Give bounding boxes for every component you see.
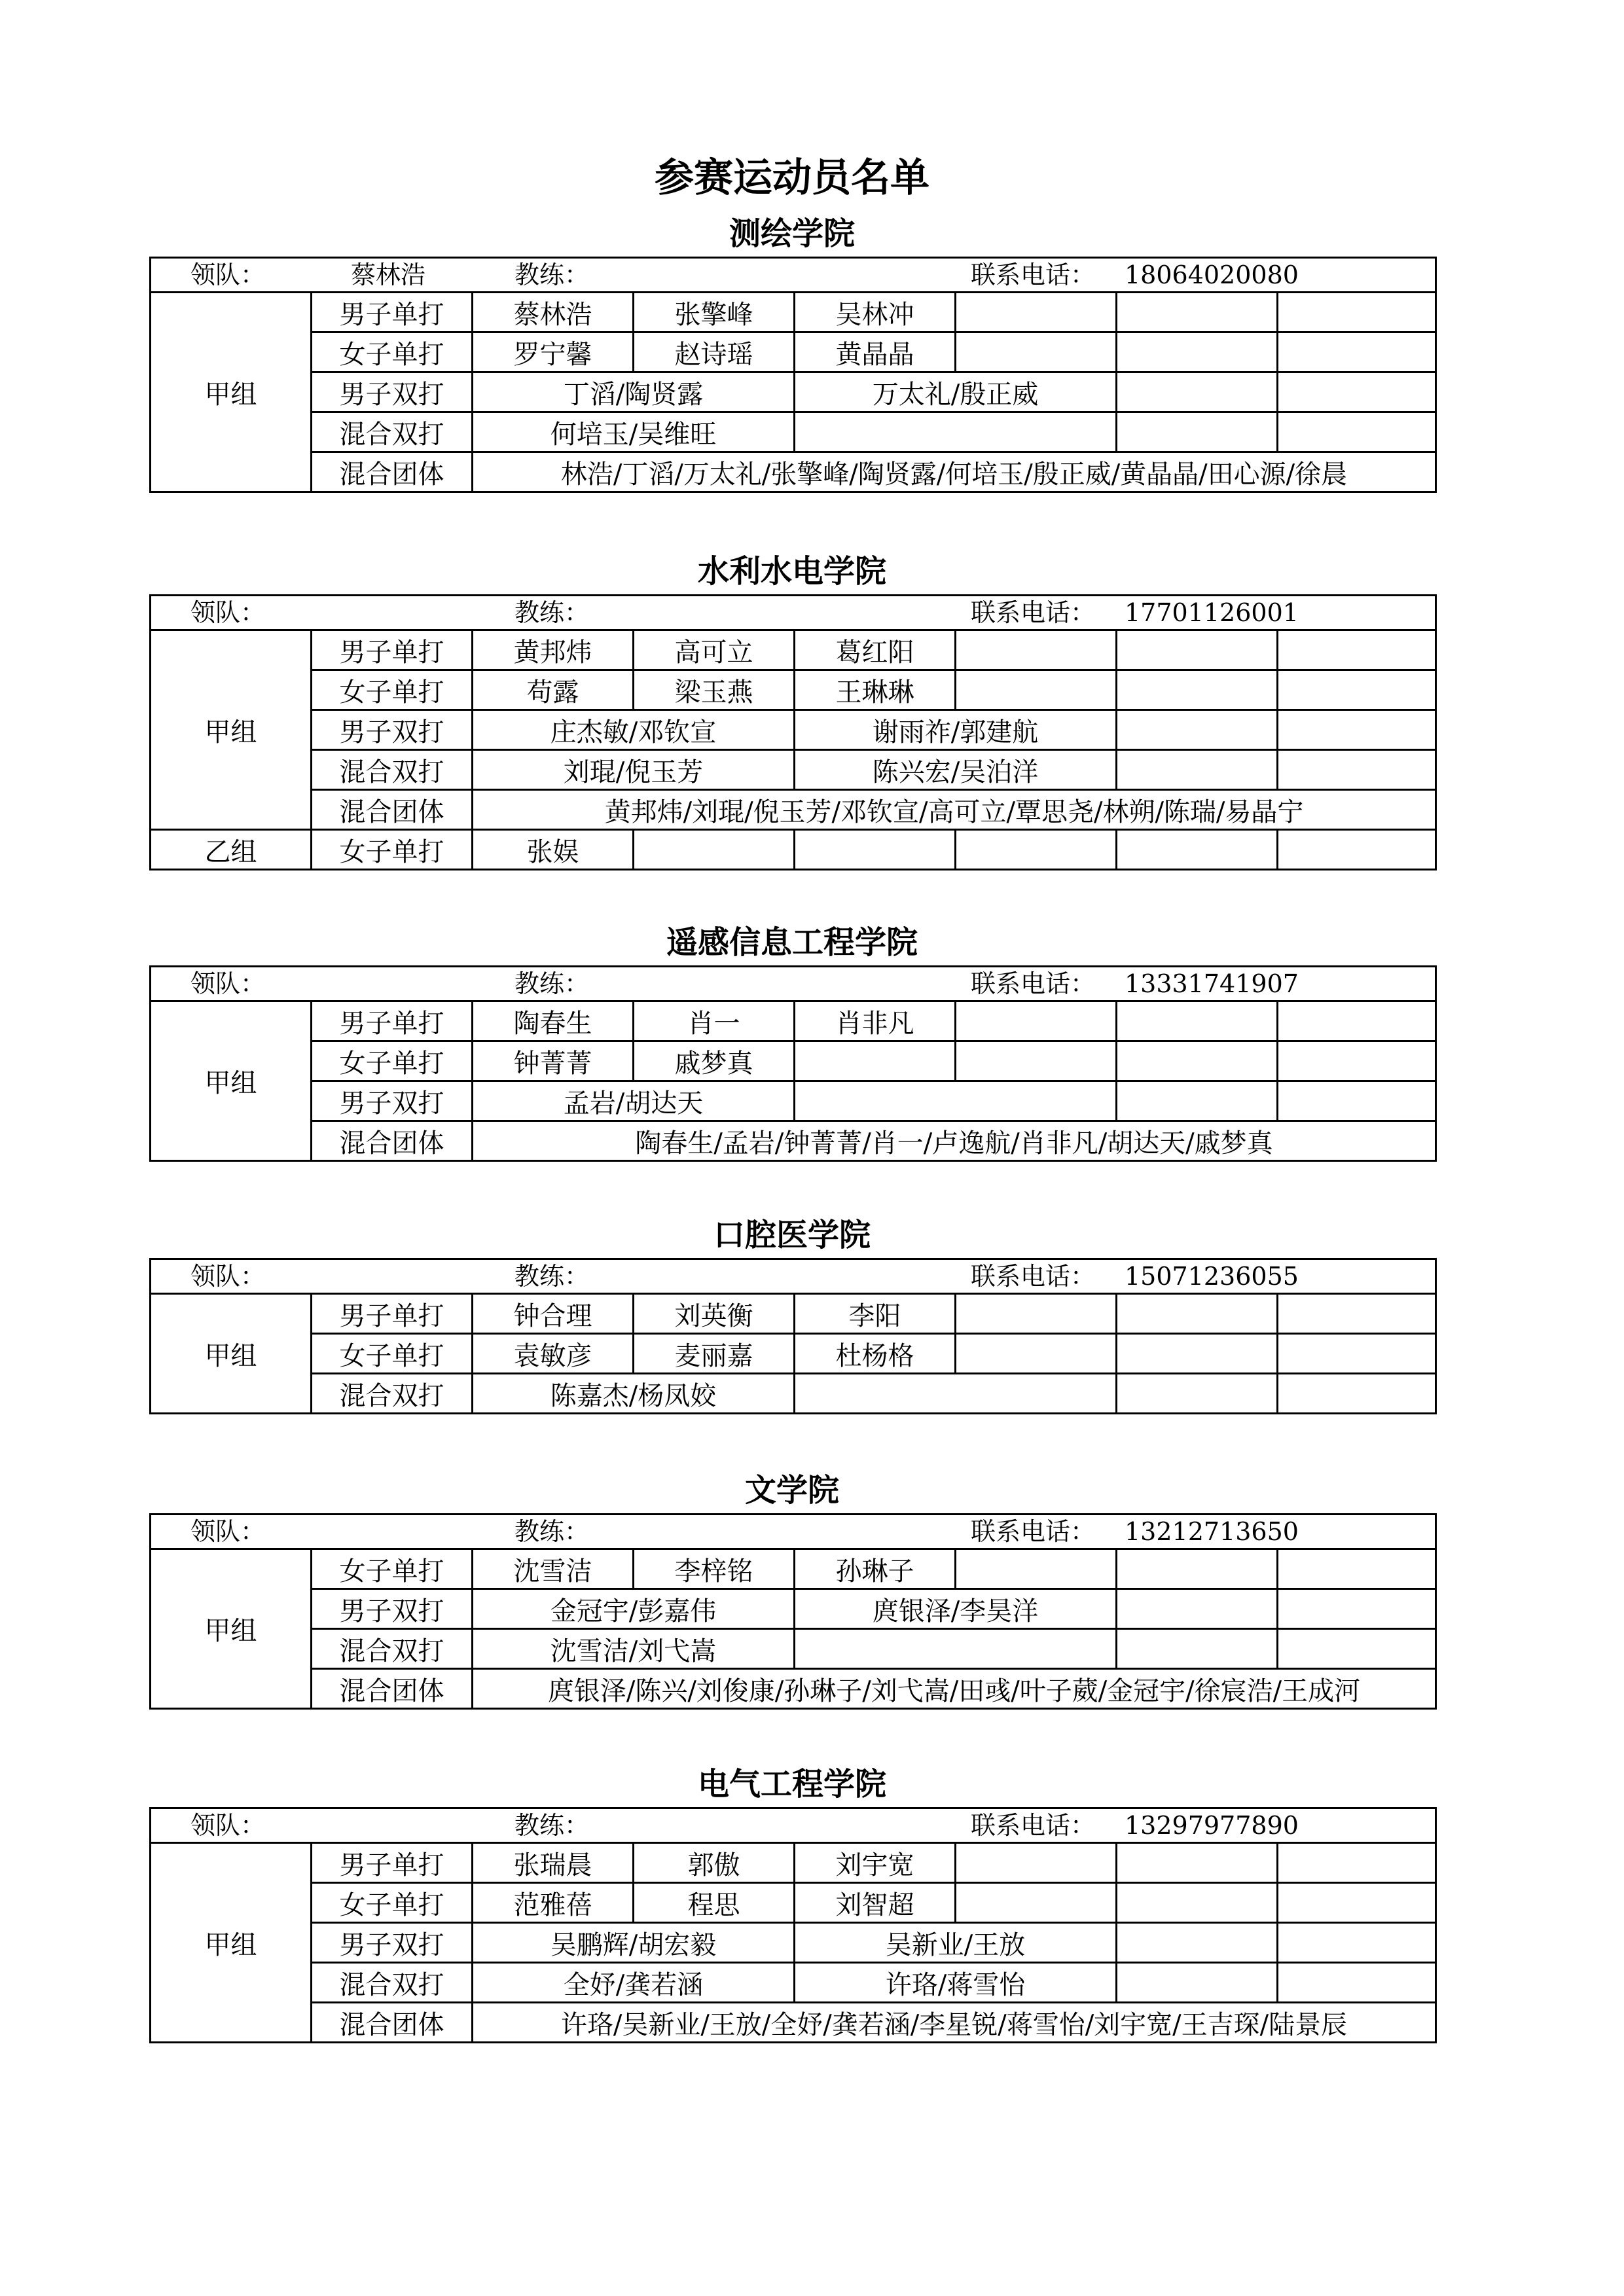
event-row bbox=[151, 1121, 1436, 1161]
event-name: 混合团体 bbox=[312, 2003, 473, 2043]
event-row bbox=[151, 332, 1436, 372]
event-row bbox=[151, 452, 1436, 492]
phone-number: 13331741907 bbox=[1125, 969, 1299, 998]
player-cell: 沈雪洁 bbox=[473, 1549, 634, 1589]
player-cell bbox=[956, 830, 1117, 870]
phone-label: 联系电话： bbox=[971, 260, 1096, 289]
coach-label: 教练： bbox=[514, 598, 590, 627]
contact-row bbox=[151, 1515, 1436, 1549]
event-row bbox=[151, 830, 1436, 870]
player-cell bbox=[956, 1883, 1117, 1923]
empty-cell bbox=[1278, 1963, 1436, 2003]
coach-label: 教练： bbox=[514, 260, 590, 289]
pair-cell: 吴鹏辉/胡宏毅 bbox=[473, 1923, 795, 1963]
player-cell bbox=[1117, 332, 1278, 372]
pair-cell: 全妤/龚若涵 bbox=[473, 1963, 795, 2003]
player-cell: 陶春生 bbox=[473, 1001, 634, 1041]
event-row bbox=[151, 1629, 1436, 1669]
player-cell bbox=[956, 293, 1117, 332]
group-label: 甲组 bbox=[151, 1001, 312, 1161]
player-cell bbox=[956, 1001, 1117, 1041]
event-row bbox=[151, 1963, 1436, 2003]
empty-cell bbox=[1278, 1923, 1436, 1963]
player-cell: 李梓铭 bbox=[634, 1549, 795, 1589]
school-title: 测绘学院 bbox=[729, 215, 855, 252]
school-section bbox=[149, 1467, 1435, 1710]
player-cell: 刘英衡 bbox=[634, 1294, 795, 1334]
player-cell: 刘智超 bbox=[795, 1883, 956, 1923]
pair-cell: 孟岩/胡达天 bbox=[473, 1081, 795, 1121]
event-row bbox=[151, 1589, 1436, 1629]
player-cell: 肖一 bbox=[634, 1001, 795, 1041]
player-cell: 袁敏彦 bbox=[473, 1334, 634, 1374]
empty-cell bbox=[1278, 1374, 1436, 1414]
player-cell bbox=[956, 1294, 1117, 1334]
player-cell: 戚梦真 bbox=[634, 1041, 795, 1081]
contact-row bbox=[151, 1808, 1436, 1843]
pair-cell bbox=[795, 1081, 1117, 1121]
player-cell bbox=[1278, 293, 1436, 332]
player-cell: 钟合理 bbox=[473, 1294, 634, 1334]
player-cell bbox=[1278, 332, 1436, 372]
pair-cell: 何培玉/吴维旺 bbox=[473, 412, 795, 452]
contact-row bbox=[151, 967, 1436, 1001]
event-name: 女子单打 bbox=[312, 332, 473, 372]
page-title: 参赛运动员名单 bbox=[655, 155, 929, 201]
school-section bbox=[149, 548, 1435, 870]
event-row bbox=[151, 1843, 1436, 1883]
event-row bbox=[151, 2003, 1436, 2043]
phone-label: 联系电话： bbox=[971, 1811, 1096, 1840]
school-title: 遥感信息工程学院 bbox=[666, 924, 918, 961]
phone-number: 18064020080 bbox=[1125, 260, 1299, 289]
event-row bbox=[151, 1001, 1436, 1041]
event-name: 女子单打 bbox=[312, 1334, 473, 1374]
phone-number: 13212713650 bbox=[1125, 1517, 1299, 1546]
event-row bbox=[151, 1294, 1436, 1334]
leader-label: 领队： bbox=[190, 598, 266, 627]
event-name: 混合团体 bbox=[312, 452, 473, 492]
event-row bbox=[151, 790, 1436, 830]
group-label: 甲组 bbox=[151, 1843, 312, 2043]
pair-cell: 庹银泽/李昊洋 bbox=[795, 1589, 1117, 1629]
leader-label: 领队： bbox=[190, 1811, 266, 1840]
player-cell bbox=[1117, 1041, 1278, 1081]
player-cell: 苟露 bbox=[473, 670, 634, 710]
player-cell: 程思 bbox=[634, 1883, 795, 1923]
player-cell bbox=[1117, 1334, 1278, 1374]
empty-cell bbox=[1117, 1629, 1278, 1669]
empty-cell bbox=[1117, 1081, 1278, 1121]
event-row bbox=[151, 1669, 1436, 1709]
event-name: 混合双打 bbox=[312, 1963, 473, 2003]
player-cell bbox=[1278, 1041, 1436, 1081]
empty-cell bbox=[1278, 372, 1436, 412]
team-cell: 林浩/丁滔/万太礼/张擎峰/陶贤露/何培玉/殷正威/黄晶晶/田心源/徐晨 bbox=[473, 452, 1436, 492]
player-cell bbox=[1278, 830, 1436, 870]
event-row bbox=[151, 670, 1436, 710]
player-cell bbox=[1117, 1883, 1278, 1923]
phone-number: 13297977890 bbox=[1125, 1811, 1299, 1840]
phone-label: 联系电话： bbox=[971, 598, 1096, 627]
event-name: 混合双打 bbox=[312, 1374, 473, 1414]
empty-cell bbox=[1117, 1963, 1278, 2003]
pair-cell: 万太礼/殷正威 bbox=[795, 372, 1117, 412]
player-cell bbox=[634, 830, 795, 870]
roster-table bbox=[149, 1807, 1437, 2043]
player-cell bbox=[956, 1843, 1117, 1883]
empty-cell bbox=[1278, 750, 1436, 790]
pair-cell: 金冠宇/彭嘉伟 bbox=[473, 1589, 795, 1629]
phone-number: 15071236055 bbox=[1125, 1262, 1299, 1291]
player-cell bbox=[1278, 1334, 1436, 1374]
player-cell bbox=[1117, 1549, 1278, 1589]
school-section bbox=[149, 211, 1435, 493]
empty-cell bbox=[1278, 412, 1436, 452]
player-cell: 赵诗瑶 bbox=[634, 332, 795, 372]
empty-cell bbox=[1117, 710, 1278, 750]
player-cell: 范雅蓓 bbox=[473, 1883, 634, 1923]
empty-cell bbox=[1117, 1589, 1278, 1629]
coach-label: 教练： bbox=[514, 1262, 590, 1291]
player-cell bbox=[1278, 1294, 1436, 1334]
group-label: 乙组 bbox=[151, 830, 312, 870]
event-row bbox=[151, 1883, 1436, 1923]
event-name: 男子双打 bbox=[312, 1923, 473, 1963]
player-cell: 吴林冲 bbox=[795, 293, 956, 332]
player-cell: 肖非凡 bbox=[795, 1001, 956, 1041]
player-cell: 蔡林浩 bbox=[473, 293, 634, 332]
player-cell: 钟菁菁 bbox=[473, 1041, 634, 1081]
event-name: 女子单打 bbox=[312, 670, 473, 710]
player-cell: 刘宇宽 bbox=[795, 1843, 956, 1883]
event-row bbox=[151, 630, 1436, 670]
event-row bbox=[151, 710, 1436, 750]
roster-table bbox=[149, 594, 1437, 870]
player-cell bbox=[956, 630, 1117, 670]
player-cell: 王琳琳 bbox=[795, 670, 956, 710]
player-cell: 张瑞晨 bbox=[473, 1843, 634, 1883]
phone-label: 联系电话： bbox=[971, 1517, 1096, 1546]
event-name: 男子双打 bbox=[312, 710, 473, 750]
event-name: 男子单打 bbox=[312, 293, 473, 332]
player-cell bbox=[1117, 293, 1278, 332]
pair-cell: 陈嘉杰/杨凤姣 bbox=[473, 1374, 795, 1414]
group-label: 甲组 bbox=[151, 1294, 312, 1414]
roster-table bbox=[149, 965, 1437, 1162]
event-row bbox=[151, 372, 1436, 412]
event-name: 男子单打 bbox=[312, 630, 473, 670]
player-cell bbox=[1117, 830, 1278, 870]
event-row bbox=[151, 1334, 1436, 1374]
coach-label: 教练： bbox=[514, 1811, 590, 1840]
player-cell: 李阳 bbox=[795, 1294, 956, 1334]
player-cell bbox=[956, 1549, 1117, 1589]
event-name: 男子双打 bbox=[312, 372, 473, 412]
school-title: 口腔医学院 bbox=[713, 1217, 871, 1253]
player-cell: 张擎峰 bbox=[634, 293, 795, 332]
event-name: 女子单打 bbox=[312, 1041, 473, 1081]
school-title: 文学院 bbox=[744, 1472, 839, 1509]
contact-row bbox=[151, 258, 1436, 293]
phone-label: 联系电话： bbox=[971, 969, 1096, 998]
player-cell bbox=[795, 1041, 956, 1081]
group-label: 甲组 bbox=[151, 293, 312, 492]
pair-cell: 谢雨祚/郭建航 bbox=[795, 710, 1117, 750]
player-cell bbox=[1278, 1001, 1436, 1041]
empty-cell bbox=[1117, 1374, 1278, 1414]
event-row bbox=[151, 1923, 1436, 1963]
empty-cell bbox=[1278, 1589, 1436, 1629]
player-cell bbox=[1117, 670, 1278, 710]
empty-cell bbox=[1278, 1081, 1436, 1121]
event-name: 男子双打 bbox=[312, 1589, 473, 1629]
pair-cell: 吴新业/王放 bbox=[795, 1923, 1117, 1963]
event-name: 混合双打 bbox=[312, 1629, 473, 1669]
player-cell: 杜杨格 bbox=[795, 1334, 956, 1374]
player-cell bbox=[956, 1334, 1117, 1374]
pair-cell: 沈雪洁/刘弋嵩 bbox=[473, 1629, 795, 1669]
roster-table bbox=[149, 257, 1437, 493]
contact-row bbox=[151, 596, 1436, 630]
event-name: 女子单打 bbox=[312, 830, 473, 870]
event-name: 男子单打 bbox=[312, 1294, 473, 1334]
team-cell: 庹银泽/陈兴/刘俊康/孙琳子/刘弋嵩/田彧/叶子葳/金冠宇/徐宸浩/王成河 bbox=[473, 1669, 1436, 1709]
empty-cell bbox=[1117, 750, 1278, 790]
leader-label: 领队： bbox=[190, 1262, 266, 1291]
player-cell: 孙琳子 bbox=[795, 1549, 956, 1589]
school-section bbox=[149, 920, 1435, 1162]
player-cell: 麦丽嘉 bbox=[634, 1334, 795, 1374]
player-cell: 高可立 bbox=[634, 630, 795, 670]
school-section bbox=[149, 1761, 1435, 2043]
event-name: 女子单打 bbox=[312, 1883, 473, 1923]
event-name: 男子双打 bbox=[312, 1081, 473, 1121]
school-section bbox=[149, 1212, 1435, 1414]
event-name: 混合双打 bbox=[312, 750, 473, 790]
event-name: 混合团体 bbox=[312, 790, 473, 830]
player-cell: 郭傲 bbox=[634, 1843, 795, 1883]
team-cell: 陶春生/孟岩/钟菁菁/肖一/卢逸航/肖非凡/胡达天/戚梦真 bbox=[473, 1121, 1436, 1161]
player-cell: 黄邦炜 bbox=[473, 630, 634, 670]
team-cell: 黄邦炜/刘琨/倪玉芳/邓钦宣/高可立/覃思尧/林朔/陈瑞/易晶宁 bbox=[473, 790, 1436, 830]
empty-cell bbox=[1278, 1629, 1436, 1669]
pair-cell bbox=[795, 1629, 1117, 1669]
event-name: 女子单打 bbox=[312, 1549, 473, 1589]
contact-row bbox=[151, 1259, 1436, 1294]
player-cell bbox=[956, 670, 1117, 710]
leader-name: 蔡林浩 bbox=[351, 260, 426, 289]
player-cell bbox=[795, 830, 956, 870]
event-row bbox=[151, 1374, 1436, 1414]
player-cell bbox=[1278, 1843, 1436, 1883]
roster-table bbox=[149, 1513, 1437, 1710]
pair-cell: 许珞/蒋雪怡 bbox=[795, 1963, 1117, 2003]
player-cell bbox=[956, 332, 1117, 372]
group-label: 甲组 bbox=[151, 630, 312, 830]
roster-table bbox=[149, 1258, 1437, 1414]
player-cell bbox=[1278, 1549, 1436, 1589]
team-cell: 许珞/吴新业/王放/全妤/龚若涵/李星锐/蒋雪怡/刘宇宽/王吉琛/陆景辰 bbox=[473, 2003, 1436, 2043]
pair-cell: 刘琨/倪玉芳 bbox=[473, 750, 795, 790]
leader-label: 领队： bbox=[190, 1517, 266, 1546]
player-cell bbox=[1117, 1294, 1278, 1334]
coach-label: 教练： bbox=[514, 1517, 590, 1546]
player-cell: 葛红阳 bbox=[795, 630, 956, 670]
player-cell bbox=[1117, 1001, 1278, 1041]
player-cell: 梁玉燕 bbox=[634, 670, 795, 710]
empty-cell bbox=[1278, 710, 1436, 750]
player-cell: 张娱 bbox=[473, 830, 634, 870]
event-name: 混合团体 bbox=[312, 1669, 473, 1709]
empty-cell bbox=[1117, 1923, 1278, 1963]
event-row bbox=[151, 1041, 1436, 1081]
event-row bbox=[151, 1549, 1436, 1589]
pair-cell: 丁滔/陶贤露 bbox=[473, 372, 795, 412]
school-title: 水利水电学院 bbox=[697, 553, 886, 590]
player-cell bbox=[1278, 630, 1436, 670]
event-row bbox=[151, 750, 1436, 790]
pair-cell: 陈兴宏/吴泊洋 bbox=[795, 750, 1117, 790]
phone-label: 联系电话： bbox=[971, 1262, 1096, 1291]
event-name: 混合团体 bbox=[312, 1121, 473, 1161]
coach-label: 教练： bbox=[514, 969, 590, 998]
player-cell: 黄晶晶 bbox=[795, 332, 956, 372]
player-cell bbox=[1278, 670, 1436, 710]
school-title: 电气工程学院 bbox=[697, 1766, 886, 1803]
player-cell: 罗宁馨 bbox=[473, 332, 634, 372]
pair-cell bbox=[795, 1374, 1117, 1414]
event-row bbox=[151, 293, 1436, 332]
event-name: 男子单打 bbox=[312, 1843, 473, 1883]
leader-label: 领队： bbox=[190, 969, 266, 998]
phone-number: 17701126001 bbox=[1125, 598, 1299, 627]
pair-cell bbox=[795, 412, 1117, 452]
event-name: 混合双打 bbox=[312, 412, 473, 452]
group-label: 甲组 bbox=[151, 1549, 312, 1709]
player-cell bbox=[1117, 1843, 1278, 1883]
event-row bbox=[151, 1081, 1436, 1121]
empty-cell bbox=[1117, 372, 1278, 412]
event-name: 男子单打 bbox=[312, 1001, 473, 1041]
empty-cell bbox=[1117, 412, 1278, 452]
event-row bbox=[151, 412, 1436, 452]
player-cell bbox=[1117, 630, 1278, 670]
player-cell bbox=[1278, 1883, 1436, 1923]
player-cell bbox=[956, 1041, 1117, 1081]
pair-cell: 庄杰敏/邓钦宣 bbox=[473, 710, 795, 750]
leader-label: 领队： bbox=[190, 260, 266, 289]
